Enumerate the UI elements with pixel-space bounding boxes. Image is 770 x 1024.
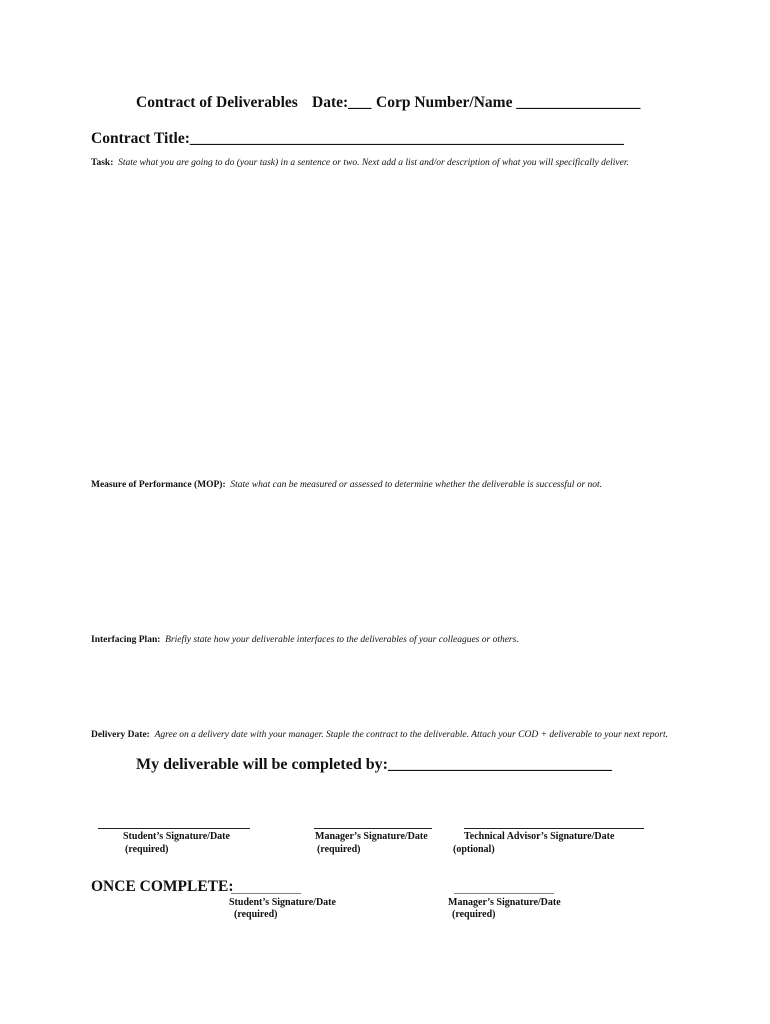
contract-title-field: Contract Title:________________________________________________________: [91, 130, 624, 147]
final-student-signature-caption: Student’s Signature/Date: [229, 897, 336, 908]
task-section: [91, 158, 629, 168]
final-manager-signature-caption: Manager’s Signature/Date: [448, 897, 561, 908]
student-signature-note: (required): [125, 844, 169, 855]
once-complete-manager-blank: ____________________: [454, 884, 554, 895]
task-label: Task:: [91, 158, 114, 168]
once-complete-student-blank: ______________: [231, 884, 301, 895]
corp-number-field: Corp Number/Name ________________: [376, 94, 641, 111]
student-signature-line: [98, 828, 250, 829]
advisor-signature-caption: Technical Advisor’s Signature/Date: [464, 831, 615, 842]
once-complete-label: ONCE COMPLETE:: [91, 878, 234, 895]
manager-signature-line: [314, 828, 432, 829]
interfacing-section: [91, 635, 519, 645]
final-student-signature-note: (required): [234, 909, 278, 920]
task-instructions: State what you are going to do (your task) in a sentence or two. Next add a list and/or description of what you will specifically deliver.: [118, 158, 629, 168]
date-field: Date:___: [312, 94, 372, 111]
mop-instructions: State what can be measured or assessed to determine whether the deliverable is successful or not.: [230, 480, 603, 490]
student-signature-caption: Student’s Signature/Date: [123, 831, 230, 842]
delivery-instructions: Agree on a delivery date with your manager. Staple the contract to the deliverable. Attach your COD + deliverable to your next report.: [154, 730, 668, 740]
completed-by-field: My deliverable will be completed by:____________________________: [136, 756, 612, 773]
advisor-signature-line: [464, 828, 644, 829]
delivery-label: Delivery Date:: [91, 730, 150, 740]
document-title: Contract of Deliverables: [136, 94, 298, 111]
interfacing-label: Interfacing Plan:: [91, 635, 161, 645]
mop-label: Measure of Performance (MOP):: [91, 480, 226, 490]
manager-signature-note: (required): [317, 844, 361, 855]
advisor-signature-note: (optional): [453, 844, 495, 855]
manager-signature-caption: Manager’s Signature/Date: [315, 831, 428, 842]
mop-section: [91, 480, 602, 490]
interfacing-instructions: Briefly state how your deliverable interfaces to the deliverables of your colleagues or others.: [165, 635, 519, 645]
delivery-section: [91, 729, 673, 741]
final-manager-signature-note: (required): [452, 909, 496, 920]
